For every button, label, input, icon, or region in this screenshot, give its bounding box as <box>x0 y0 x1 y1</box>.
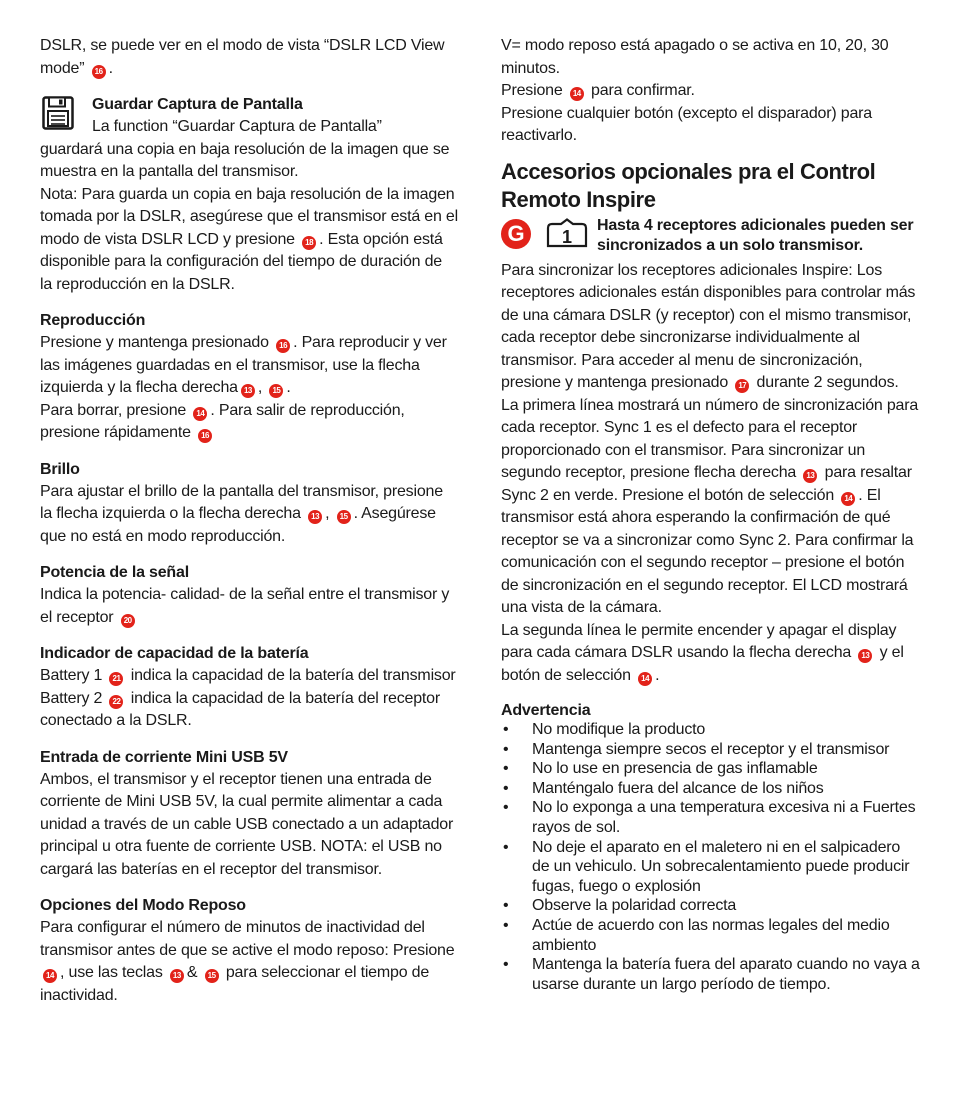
button-number-icon: 13 <box>308 510 322 524</box>
save-body: guardará una copia en baja resolución de la imagen que se muestra en la pantalla del transmisor. <box>40 140 450 180</box>
section-title-advertencia: Advertencia <box>501 702 591 719</box>
button-number-icon: 21 <box>109 672 123 686</box>
brillo-text: Para ajustar el brillo de la pantalla del transmisor, presione la flecha izquierda o la flecha derecha 13 , 15 . Asegúrese que no está en modo reproducción. <box>40 482 443 545</box>
button-number-icon: 16 <box>198 429 212 443</box>
button-number-icon: 15 <box>205 969 219 983</box>
button-number-icon: 15 <box>337 510 351 524</box>
warning-item: • Actúe de acuerdo con las normas legales del medio ambiento <box>501 916 921 955</box>
button-number-icon: 14 <box>193 407 207 421</box>
bateria-p1: Battery 1 21 indica la capacidad de la batería del transmisor <box>40 667 456 684</box>
button-number-icon: 13 <box>858 649 872 663</box>
section-reposo <box>40 895 458 1007</box>
warning-item: • Mantenga la batería fuera del aparato cuando no vaya a usarse durante un largo período de tiempo. <box>501 955 921 994</box>
reproduccion-p1: Presione y mantenga presionado 16 . Para reproducir y ver las imágenes guardadas en el transmisor, use la flecha izquierda y la flecha derecha 13 , 15 . <box>40 334 447 396</box>
warning-list <box>501 720 921 994</box>
button-number-icon: 13 <box>241 384 255 398</box>
receiver-one-icon <box>545 218 589 248</box>
button-number-icon: 14 <box>638 672 652 686</box>
reposo-cont-l3: Presione cualquier botón (excepto el disparador) para reactivarlo. <box>501 104 872 144</box>
accesorios-p2: La primera línea mostrará un número de sincronización para cada receptor. Sync 1 es el defecto para el receptor proporcionado con el transmisor. Para sincronizar un segundo receptor, presione flecha derecha 13 para resaltar Sync 2 en verde. Presione el botón de selección 14 . El transmisor está ahora esperando la confirmación de qué receptor se va a sincronizar como Sync 2. Para confirmar la comunicación con el segundo receptor – presione el botón de sincronización en el segundo receptor. El LCD mostrará una vista de la cámara. <box>501 396 919 616</box>
button-number-icon: 15 <box>269 384 283 398</box>
button-number-icon: 18 <box>302 236 316 250</box>
g-badge-icon: G <box>501 219 531 249</box>
section-title-bateria: Indicador de capacidad de la batería <box>40 645 309 662</box>
button-number-icon: 14 <box>43 969 57 983</box>
reposo-text: Para configurar el número de minutos de inactividad del transmisor antes de que se active el modo reposo: Presione 14 , use las teclas 13 & 15 para seleccionar el tiempo de inactividad. <box>40 919 455 1004</box>
section-bateria <box>40 643 458 733</box>
section-reproduccion <box>40 310 458 445</box>
section-title-reproduccion: Reproducción <box>40 312 146 329</box>
right-column <box>501 35 921 994</box>
save-screenshot-header <box>40 94 458 139</box>
save-note: Nota: Para guarda un copia en baja resolución de la imagen tomada por la DSLR, asegúrese que el transmisor está en el modo de vista DSLR LCD y presione 18 . Esta opción está disponible para la configuración del tiempo de duración de la reproducción en la DSLR. <box>40 185 458 293</box>
intro-paragraph: DSLR, se puede ver en el modo de vista “DSLR LCD View mode” 16 . <box>40 37 445 77</box>
section-title-accesorios: Accesorios opcionales pra el Control Remoto Inspire <box>501 158 876 212</box>
save-line1: La function “Guardar Captura de Pantalla” <box>92 118 382 135</box>
bateria-p2: Battery 2 22 indica la capacidad de la batería del receptor conectado a la DSLR. <box>40 689 440 729</box>
accesorios-p3: La segunda línea le permite encender y apagar el display para cada cámara DSLR usando la flecha derecha 13 y el botón de selección 14 . <box>501 621 904 684</box>
warning-item: • Mantenga siempre secos el receptor y el transmisor <box>501 740 921 760</box>
section-potencia <box>40 562 458 629</box>
button-number-icon: 13 <box>803 469 817 483</box>
warning-item: • No lo exponga a una temperatura excesiva ni a Fuertes rayos de sol. <box>501 798 921 837</box>
left-column <box>40 35 458 1007</box>
section-title-save: Guardar Captura de Pantalla <box>92 96 303 113</box>
warning-item: • Observe la polaridad correcta <box>501 896 921 916</box>
section-advertencia <box>501 701 921 994</box>
section-brillo <box>40 459 458 549</box>
save-header-text <box>92 94 382 139</box>
accesorios-bold-note: Hasta 4 receptores adicionales pueden ser sincronizados a un solo transmisor. <box>597 216 914 254</box>
section-title-reposo: Opciones del Modo Reposo <box>40 897 246 914</box>
reposo-cont-l1: V= modo reposo está apagado o se activa en 10, 20, 30 minutos. <box>501 37 889 77</box>
floppy-disk-icon <box>42 96 74 130</box>
warning-item: • No lo use en presencia de gas inflamable <box>501 759 921 779</box>
potencia-text: Indica la potencia- calidad- de la señal entre el transmisor y el receptor 20 <box>40 586 450 626</box>
button-number-icon: 20 <box>121 614 135 628</box>
warning-item: • No deje el aparato en el maletero ni en el salpicadero de un vehiculo. Un sobrecalentamiento puede producir fugas, fuego o explosión <box>501 838 921 897</box>
button-number-icon: 16 <box>92 65 106 79</box>
warning-item: • No modifique la producto <box>501 720 921 740</box>
button-number-icon: 14 <box>570 87 584 101</box>
receiver-one-digit: 1 <box>561 226 573 247</box>
button-number-icon: 16 <box>276 339 290 353</box>
reposo-cont-l2: Presione 14 para confirmar. <box>501 82 695 99</box>
button-number-icon: 13 <box>170 969 184 983</box>
button-number-icon: 22 <box>109 695 123 709</box>
accesorios-p1: Para sincronizar los receptores adicionales Inspire: Los receptores adicionales están disponibles para controlar más de una cámara DSLR (y receptor) con el mismo transmisor, cada receptor debe sincronizarse individualmente al transmisor. Para acceder al menu de sincronización, presione y mantenga presionado 17 durante 2 segundos. <box>501 261 916 391</box>
section-usb <box>40 747 458 882</box>
warning-item: • Manténgalo fuera del alcance de los niños <box>501 779 921 799</box>
section-title-brillo: Brillo <box>40 460 80 478</box>
button-number-icon: 17 <box>735 379 749 393</box>
section-title-usb: Entrada de corriente Mini USB 5V <box>40 748 288 766</box>
button-number-icon: 14 <box>841 492 855 506</box>
section-title-potencia: Potencia de la señal <box>40 564 189 581</box>
reproduccion-p2: Para borrar, presione 14 . Para salir de reproducción, presione rápidamente 16 <box>40 401 405 441</box>
accesorios-header <box>501 216 921 256</box>
usb-text: Ambos, el transmisor y el receptor tienen una entrada de corriente de Mini USB 5V, la cual permite alimentar a cada unidad a través de un cable USB conectado a un adaptador principal u otra fuente de corriente USB. NOTA: el USB no cargará las baterías en el receptor del transmisor. <box>40 770 454 878</box>
